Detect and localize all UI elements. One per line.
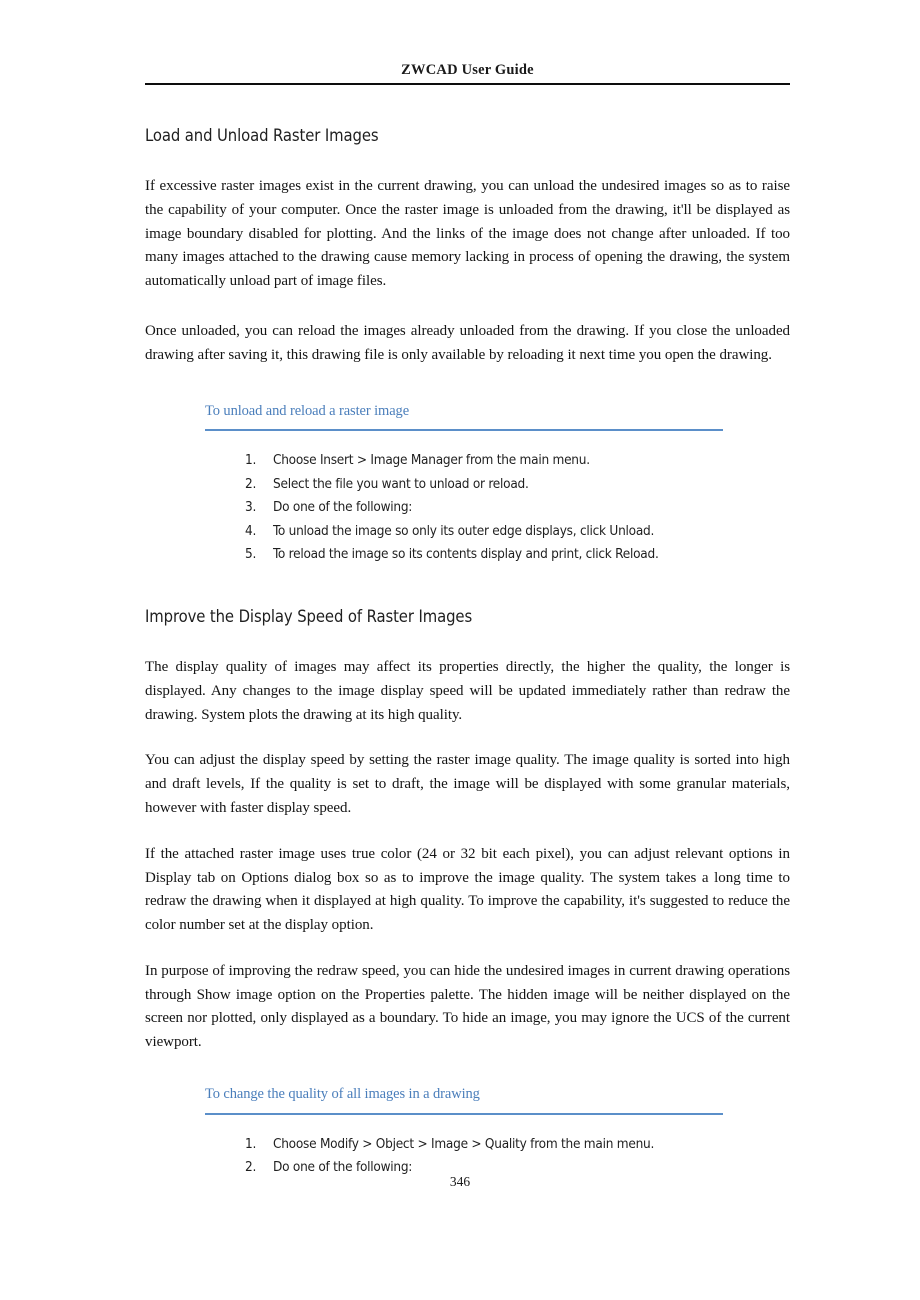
list-item-text: To reload the image so its contents display and print, click Reload. — [273, 546, 659, 563]
page-number: 346 — [449, 1174, 471, 1189]
page-content — [145, 120, 790, 1180]
list-item — [245, 1133, 790, 1157]
list-item — [245, 449, 790, 473]
paragraph: The display quality of images may affect its properties directly, the higher the quality, the longer is displayed. Any changes to the image display speed will be updated immediately rather than redraw the drawing. System plots the drawing at its high quality. — [145, 658, 790, 723]
procedure-title: To change the quality of all images in a drawing — [205, 1086, 480, 1103]
list-item-number: 3. — [245, 499, 257, 516]
section-heading-load-unload: Load and Unload Raster Images — [145, 126, 379, 145]
paragraph: If the attached raster image uses true color (24 or 32 bit each pixel), you can adjust relevant options in Display tab on Options dialog box so as to improve the image quality. The system takes a long time to redraw the drawing when it displayed at high quality. To improve the capability, it's suggested to reduce the color number set at the display option. — [145, 845, 790, 934]
list-item-text: Choose Insert > Image Manager from the main menu. — [273, 452, 590, 469]
paragraph: If excessive raster images exist in the current drawing, you can unload the undesired images so as to raise the capability of your computer. Once the raster image is unloaded from the drawing, it'll be displayed as image boundary disabled for plotting. And the links of the image does not change after unloaded. If too many images attached to the drawing cause memory lacking in process of opening the drawing, the system automatically unload part of image files. — [145, 178, 790, 290]
list-item-number: 4. — [245, 522, 257, 539]
list-item — [245, 543, 790, 567]
list-item-text: Select the file you want to unload or reload. — [273, 475, 529, 492]
procedure-block — [205, 402, 723, 432]
list-item-number: 1. — [245, 452, 257, 469]
procedure-step-list — [245, 1133, 790, 1180]
list-item — [245, 520, 790, 544]
list-item — [245, 473, 790, 497]
paragraph: In purpose of improving the redraw speed, you can hide the undesired images in current drawing operations through Show image option on the Properties palette. The hidden image will be neither displayed on the screen nor plotted, only displayed as a boundary. To hide an image, you may ignore the UCS of the current viewport. — [145, 962, 790, 1051]
list-item-text: To unload the image so only its outer edge displays, click Unload. — [273, 522, 655, 539]
list-item-number: 5. — [245, 546, 257, 563]
list-item-number: 2. — [245, 1159, 257, 1176]
list-item-number: 1. — [245, 1135, 257, 1152]
section-heading-improve-display-speed: Improve the Display Speed of Raster Images — [145, 606, 473, 626]
procedure-divider — [205, 1113, 723, 1115]
list-item-text: Choose Modify > Object > Image > Quality from the main menu. — [273, 1135, 655, 1152]
procedure-divider — [205, 429, 723, 431]
list-item — [245, 496, 790, 520]
header-title: ZWCAD User Guide — [401, 62, 534, 78]
paragraph: You can adjust the display speed by setting the raster image quality. The image quality is sorted into high and draft levels, If the quality is set to draft, the image will be displayed with some granular materials, however with faster display speed. — [145, 752, 790, 816]
header-divider — [145, 83, 790, 85]
list-item-number: 2. — [245, 475, 257, 492]
paragraph: Once unloaded, you can reload the images already unloaded from the drawing. If you close the unloaded drawing after saving it, this drawing file is only available by reloading it next time you open the drawing. — [145, 322, 790, 363]
procedure-block — [205, 1085, 723, 1115]
running-header — [145, 62, 790, 93]
list-item-text: Do one of the following: — [273, 1159, 413, 1176]
procedure-step-list — [245, 449, 790, 567]
list-item-text: Do one of the following: — [273, 499, 413, 516]
procedure-title: To unload and reload a raster image — [205, 402, 410, 419]
